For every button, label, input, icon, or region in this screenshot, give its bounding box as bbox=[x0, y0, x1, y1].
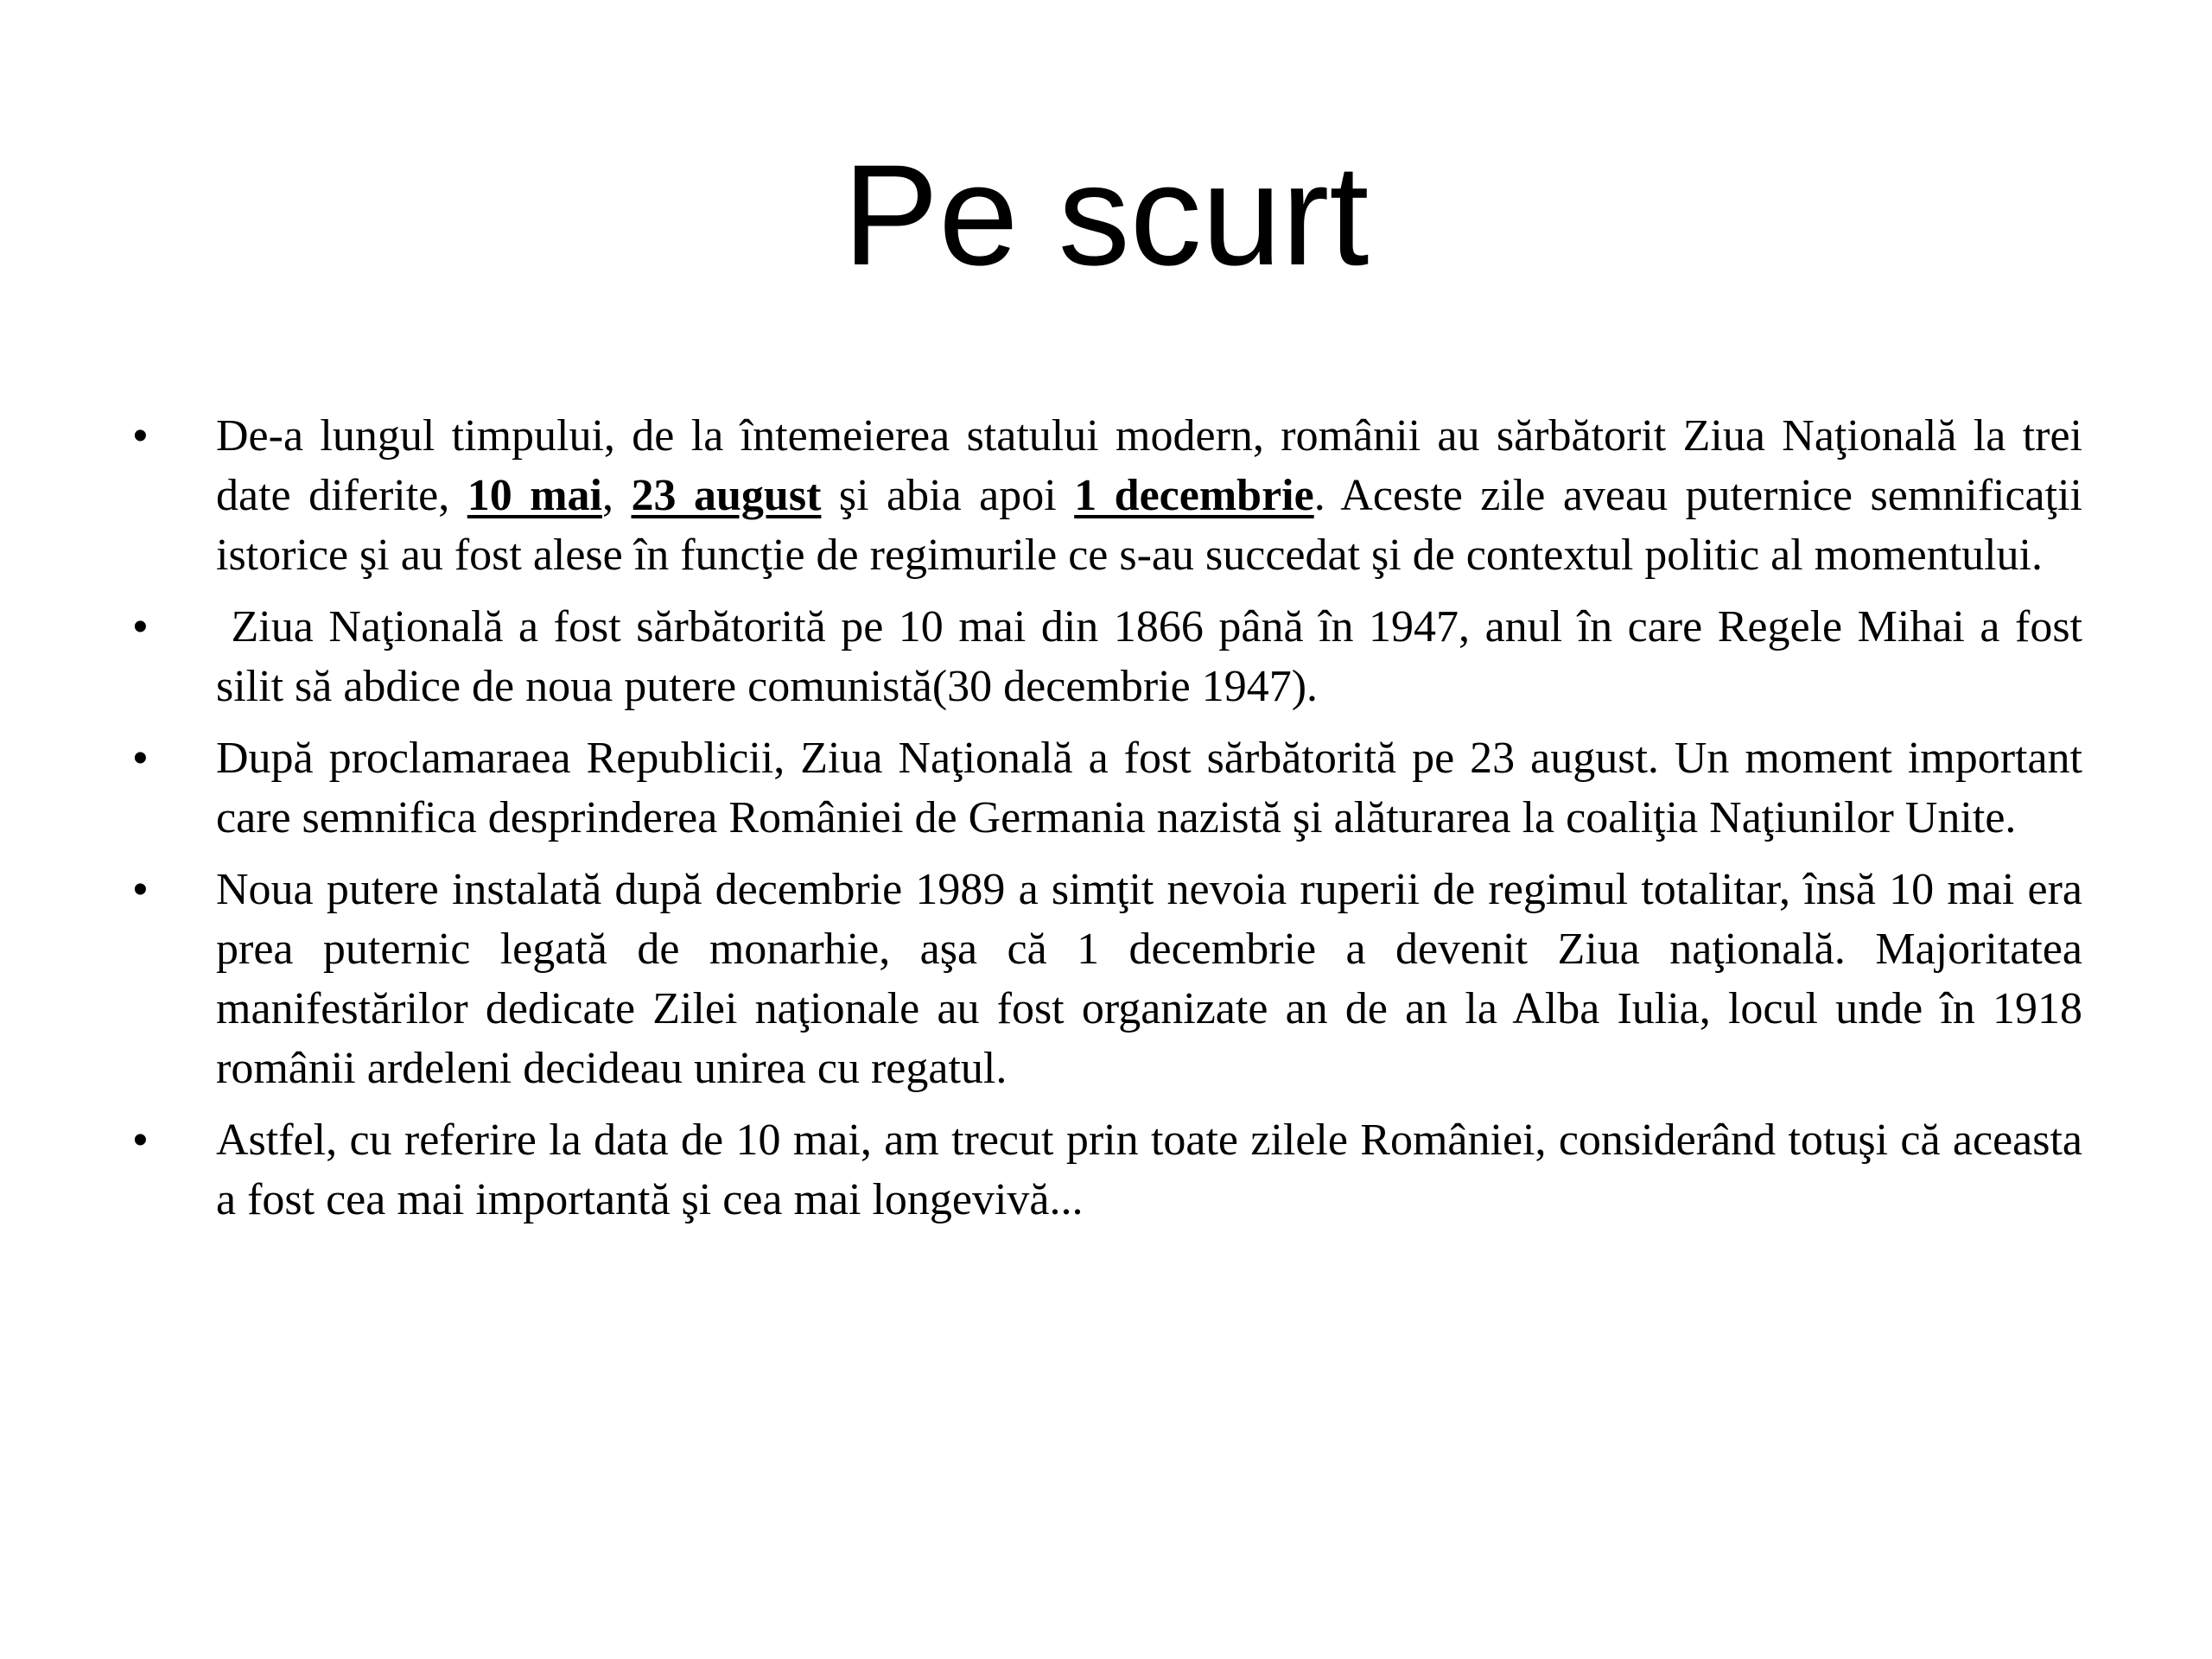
bullet-item-1 bbox=[133, 406, 2082, 585]
date-23-august: 23 august bbox=[631, 471, 822, 520]
bullet-text-5: Astfel, cu referire la data de 10 mai, am trecut prin toate zilele României, considerând totuşi că aceasta a fost cea mai importantă şi cea mai longevivă... bbox=[216, 1116, 2082, 1224]
bullet-list bbox=[0, 406, 2212, 1242]
date-1-decembrie: 1 decembrie bbox=[1074, 471, 1314, 520]
bullet-dot-icon: • bbox=[133, 867, 148, 912]
bullet-dot-icon: • bbox=[133, 413, 148, 459]
bullet-text-2: Ziua Naţională a fost sărbătorită pe 10 mai din 1866 până în 1947, anul în care Regele Mihai a fost silit să abdice de noua putere comunistă(30 decembrie 1947). bbox=[216, 602, 2094, 711]
bullet-1-part1: De-a lungul timpului, de la întemeierea statului modern, românii au sărbătorit Ziua Naţională la trei date diferite, bbox=[216, 411, 2082, 520]
bullet-item-5 bbox=[133, 1110, 2082, 1230]
bullet-dot-icon: • bbox=[133, 1117, 148, 1163]
date-10-mai: 10 mai bbox=[467, 471, 602, 520]
bullet-1-sep2: şi abia apoi bbox=[821, 471, 1075, 520]
slide-title: Pe scurt bbox=[842, 136, 1370, 296]
bullet-1-part2: . Aceste zile aveau puternice semnificaţii istorice şi au fost alese în funcţie de regimurile ce s-au succedat şi de contextul politic al momentului. bbox=[216, 471, 2082, 580]
bullet-item-3 bbox=[133, 728, 2082, 848]
bullet-text-3: După proclamaraea Republicii, Ziua Naţională a fost sărbătorită pe 23 august. Un moment important care semnifica desprinderea României de Germania nazistă şi alăturarea la coaliţia Naţiunilor Unite. bbox=[216, 734, 2082, 842]
bullet-text-1 bbox=[216, 406, 2082, 585]
bullet-1-sep1: , bbox=[602, 471, 632, 520]
bullet-item-4 bbox=[133, 860, 2082, 1098]
bullet-item-2 bbox=[133, 597, 2094, 716]
bullet-text-4: Noua putere instalată după decembrie 1989 a simţit nevoia ruperii de regimul totalitar, însă 10 mai era prea puternic legată de monarhie, aşa că 1 decembrie a devenit Ziua naţională. Majoritatea manifestărilor dedicate Zilei naţionale au fost organizate an de an la Alba Iulia, locul unde în 1918 românii ardeleni decideau unirea cu regatul. bbox=[216, 865, 2082, 1093]
bullet-dot-icon: • bbox=[133, 604, 148, 650]
bullet-dot-icon: • bbox=[133, 735, 148, 781]
